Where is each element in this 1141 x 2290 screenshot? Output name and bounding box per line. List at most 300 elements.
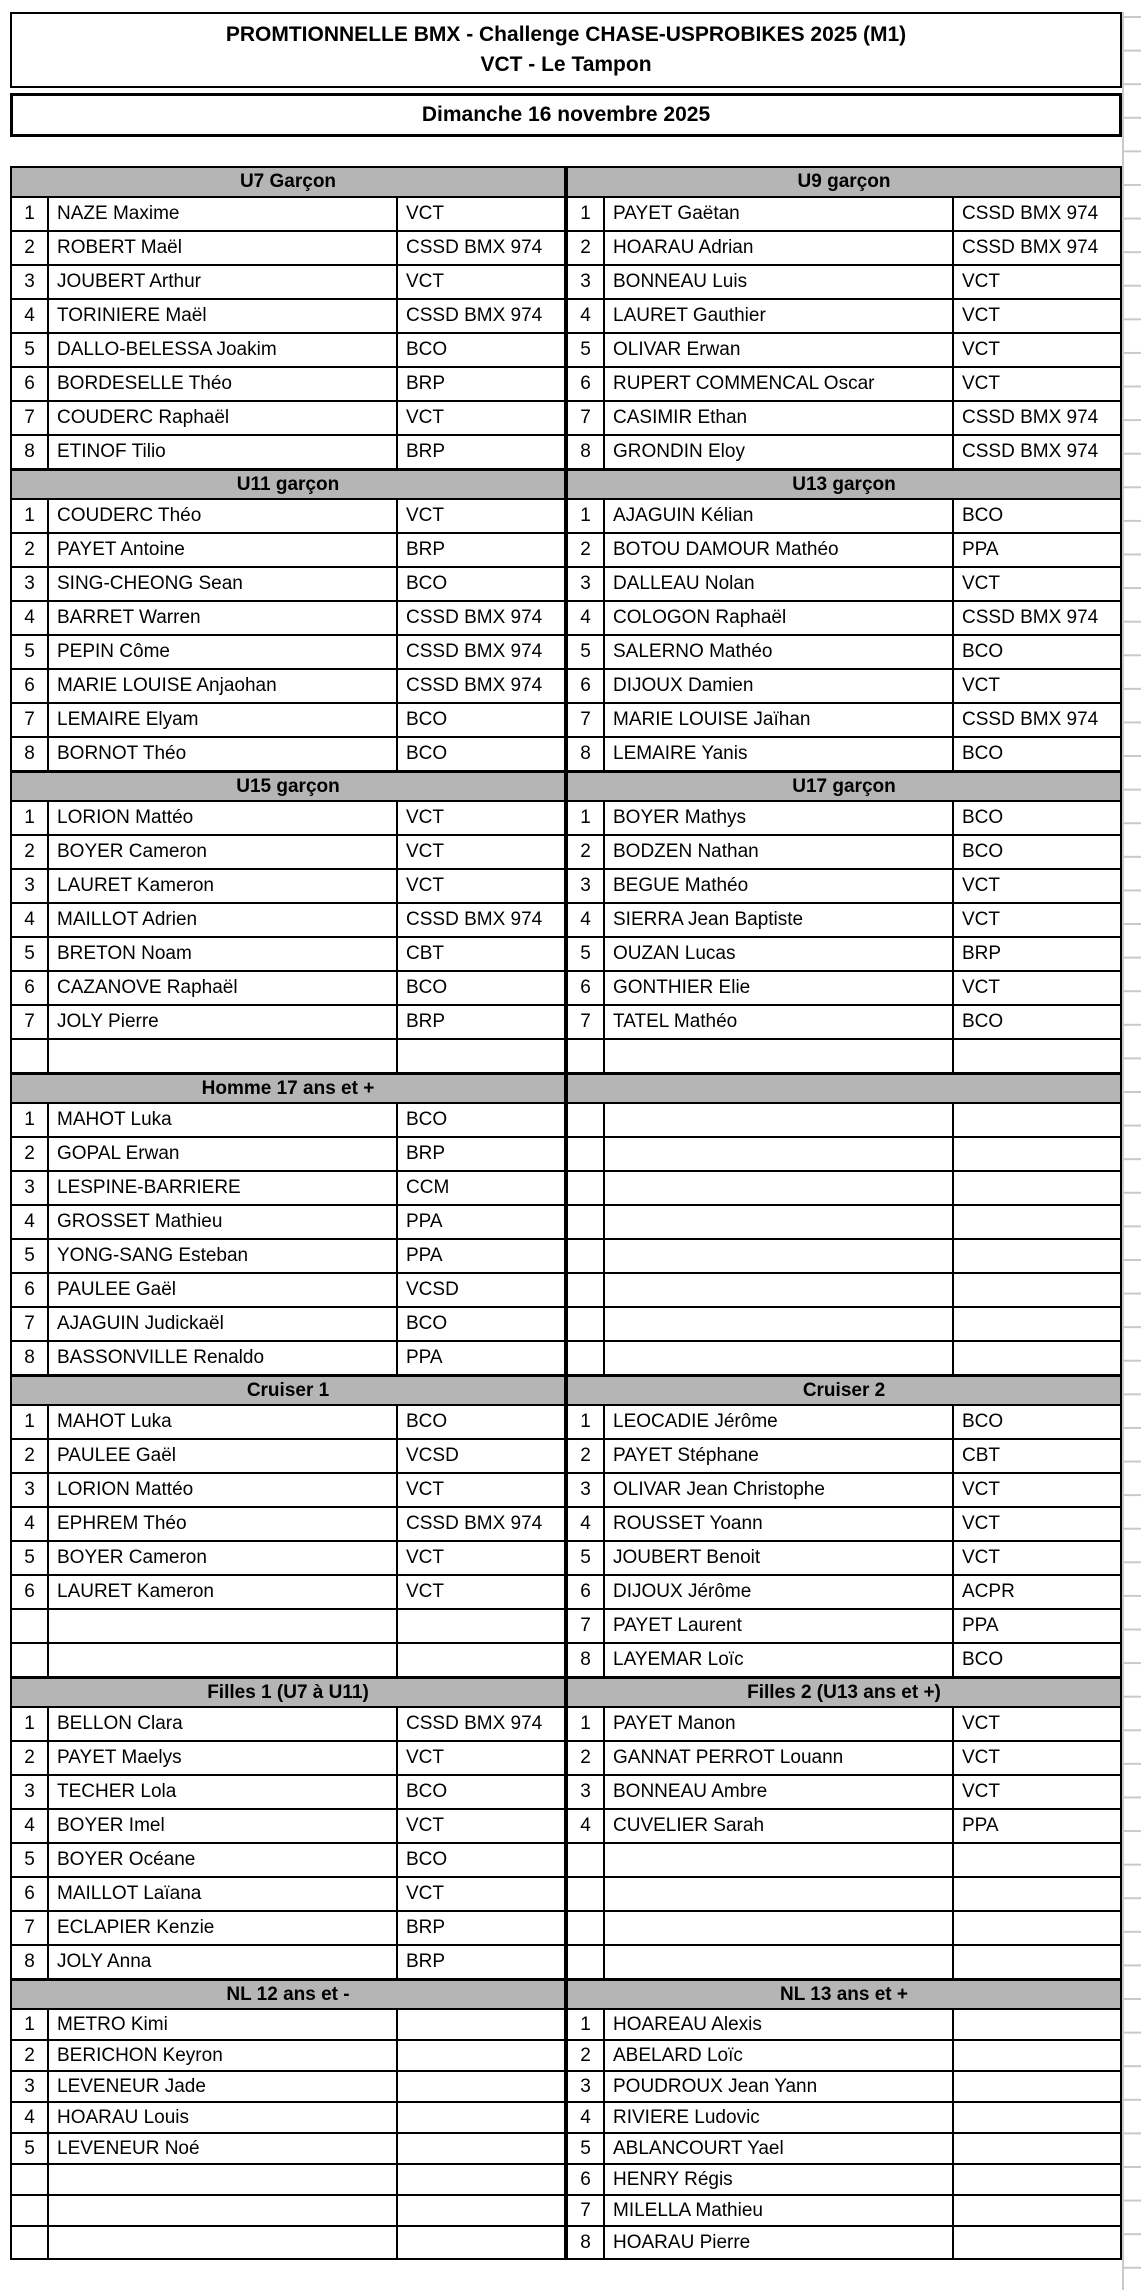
rank-cell: 6 [12, 1576, 49, 1608]
club-cell: VCT [962, 1479, 1000, 1500]
name-cell: PAYET Laurent [605, 1610, 954, 1642]
rank-cell: 2 [568, 1440, 605, 1472]
name-cell: PAYET Antoine [49, 534, 398, 566]
club-cell [398, 2072, 564, 2101]
name-cell: BOTOU DAMOUR Mathéo [605, 534, 954, 566]
club-cell [954, 1138, 1120, 1170]
rank-cell [568, 1946, 605, 1978]
rank-cell: 3 [12, 1172, 49, 1204]
club-cell: BCO [406, 573, 448, 594]
left-column [10, 166, 566, 2260]
table-row [568, 1708, 1120, 1742]
club-cell [954, 1878, 1120, 1910]
rank-cell [568, 1104, 605, 1136]
name-cell: CASIMIR Ethan [605, 402, 954, 434]
rank-cell: 1 [12, 1104, 49, 1136]
category-section [12, 168, 564, 470]
club-cell: VCT [406, 1547, 444, 1568]
table-row [568, 300, 1120, 334]
category-section [568, 1074, 1120, 1376]
name-cell: RIVIERE Ludovic [605, 2103, 954, 2132]
table-row [12, 1810, 564, 1844]
club-cell [398, 2165, 564, 2194]
name-cell: LAYEMAR Loïc [605, 1644, 954, 1676]
rank-cell: 4 [568, 2103, 605, 2132]
table-row [568, 938, 1120, 972]
name-cell: BOYER Mathys [605, 802, 954, 834]
club-cell [398, 2196, 564, 2225]
club-cell: BCO [406, 743, 448, 764]
name-cell: PAULEE Gaël [49, 1440, 398, 1472]
club-cell: CSSD BMX 974 [406, 305, 543, 326]
name-cell: JOUBERT Arthur [49, 266, 398, 298]
table-row [568, 436, 1120, 470]
table-row [568, 1946, 1120, 1980]
rank-cell: 4 [568, 1508, 605, 1540]
category-section [12, 1376, 564, 1678]
name-cell: BOYER Cameron [49, 836, 398, 868]
table-row [12, 232, 564, 266]
club-cell: BRP [962, 943, 1002, 964]
table-row [568, 1742, 1120, 1776]
club-cell [954, 1912, 1120, 1944]
section-header: U17 garçon [568, 772, 1120, 802]
name-cell: GOPAL Erwan [49, 1138, 398, 1170]
club-cell: VCT [962, 573, 1000, 594]
rank-cell [568, 1878, 605, 1910]
table-row [568, 904, 1120, 938]
club-cell: CSSD BMX 974 [406, 909, 543, 930]
name-cell: BASSONVILLE Renaldo [49, 1342, 398, 1374]
table-row [568, 1576, 1120, 1610]
club-cell: CSSD BMX 974 [406, 641, 543, 662]
rank-cell: 6 [568, 972, 605, 1004]
table-row [12, 2196, 564, 2227]
rank-cell: 2 [12, 2041, 49, 2070]
club-cell: VCT [406, 1581, 444, 1602]
table-row [12, 2041, 564, 2072]
club-cell: BRP [406, 373, 446, 394]
table-row [568, 1644, 1120, 1678]
table-row [568, 2072, 1120, 2103]
name-cell: SING-CHEONG Sean [49, 568, 398, 600]
club-cell: PPA [962, 539, 999, 560]
rank-cell: 7 [568, 1006, 605, 1038]
rank-cell [12, 1610, 49, 1642]
rank-cell: 5 [12, 1844, 49, 1876]
name-cell: COUDERC Raphaël [49, 402, 398, 434]
name-cell: LEMAIRE Yanis [605, 738, 954, 770]
rank-cell: 2 [12, 232, 49, 264]
name-cell: DALLEAU Nolan [605, 568, 954, 600]
table-row [12, 670, 564, 704]
club-cell [954, 1172, 1120, 1204]
table-row [12, 2072, 564, 2103]
section-header: Homme 17 ans et + [12, 1074, 564, 1104]
name-cell: DIJOUX Jérôme [605, 1576, 954, 1608]
name-cell [605, 1274, 954, 1306]
club-cell [954, 2010, 1120, 2039]
table-row [568, 334, 1120, 368]
table-row [12, 1308, 564, 1342]
event-date: Dimanche 16 novembre 2025 [421, 103, 711, 126]
table-row [12, 704, 564, 738]
club-cell: BRP [406, 1011, 446, 1032]
rank-cell: 7 [12, 402, 49, 434]
title-box [10, 12, 1122, 88]
category-section [568, 1678, 1120, 1980]
name-cell [49, 1610, 398, 1642]
table-row [12, 334, 564, 368]
rank-cell: 7 [568, 1610, 605, 1642]
rank-cell [12, 2165, 49, 2194]
table-row [568, 368, 1120, 402]
rank-cell: 7 [12, 1912, 49, 1944]
rank-cell: 5 [568, 636, 605, 668]
table-row [12, 266, 564, 300]
name-cell: AJAGUIN Kélian [605, 500, 954, 532]
club-cell: VCT [962, 977, 1000, 998]
page-title-line2: VCT - Le Tampon [480, 52, 652, 76]
name-cell [605, 1308, 954, 1340]
rank-cell: 2 [568, 2041, 605, 2070]
name-cell: LAURET Kameron [49, 1576, 398, 1608]
rank-cell: 2 [12, 1440, 49, 1472]
club-cell: BCO [406, 977, 448, 998]
rank-cell: 8 [568, 738, 605, 770]
table-row [568, 1844, 1120, 1878]
rank-cell: 4 [568, 300, 605, 332]
section-header: Filles 1 (U7 à U11) [12, 1678, 564, 1708]
club-cell [954, 1308, 1120, 1340]
club-cell [398, 2041, 564, 2070]
rank-cell [568, 1206, 605, 1238]
club-cell: VCT [406, 807, 444, 828]
table-row [568, 1172, 1120, 1206]
club-cell: BCO [406, 1781, 448, 1802]
rank-cell: 6 [568, 670, 605, 702]
rank-cell: 3 [568, 870, 605, 902]
rank-cell [568, 1308, 605, 1340]
club-cell [954, 1240, 1120, 1272]
name-cell: GROSSET Mathieu [49, 1206, 398, 1238]
table-row [12, 1542, 564, 1576]
rank-cell: 1 [12, 500, 49, 532]
rank-cell: 7 [568, 704, 605, 736]
name-cell: BELLON Clara [49, 1708, 398, 1740]
name-cell: PAYET Gaëtan [605, 198, 954, 230]
name-cell: GANNAT PERROT Louann [605, 1742, 954, 1774]
rank-cell: 8 [12, 1342, 49, 1374]
name-cell [49, 2196, 398, 2225]
rank-cell: 3 [568, 568, 605, 600]
name-cell: HOARAU Adrian [605, 232, 954, 264]
rank-cell: 5 [12, 334, 49, 366]
club-cell: VCT [962, 675, 1000, 696]
club-cell [398, 1644, 564, 1676]
category-section [568, 168, 1120, 470]
rank-cell: 5 [568, 938, 605, 970]
club-cell: VCT [962, 1747, 1000, 1768]
name-cell: JOLY Anna [49, 1946, 398, 1978]
name-cell: PEPIN Côme [49, 636, 398, 668]
name-cell: TECHER Lola [49, 1776, 398, 1808]
rank-cell: 1 [568, 802, 605, 834]
rank-cell: 3 [568, 1474, 605, 1506]
name-cell [605, 1138, 954, 1170]
rank-cell: 3 [12, 568, 49, 600]
club-cell: BRP [406, 1951, 446, 1972]
table-row [12, 1576, 564, 1610]
name-cell: METRO Kimi [49, 2010, 398, 2039]
rank-cell: 5 [12, 2134, 49, 2163]
rank-cell: 8 [12, 1946, 49, 1978]
table-row [568, 704, 1120, 738]
name-cell: BEGUE Mathéo [605, 870, 954, 902]
name-cell: LEMAIRE Elyam [49, 704, 398, 736]
club-cell: CSSD BMX 974 [962, 237, 1099, 258]
rank-cell: 5 [12, 938, 49, 970]
rank-cell [568, 1844, 605, 1876]
club-cell: CCM [406, 1177, 450, 1198]
club-cell: VCT [962, 339, 1000, 360]
rank-cell: 1 [12, 2010, 49, 2039]
rank-cell: 2 [12, 836, 49, 868]
club-cell: VCT [962, 909, 1000, 930]
rank-cell: 2 [568, 534, 605, 566]
rank-cell [568, 1274, 605, 1306]
rank-cell: 4 [12, 904, 49, 936]
category-section [12, 1980, 564, 2258]
name-cell: LEVENEUR Jade [49, 2072, 398, 2101]
table-row [568, 1342, 1120, 1376]
rank-cell: 6 [12, 972, 49, 1004]
name-cell: BERICHON Keyron [49, 2041, 398, 2070]
category-section [12, 1074, 564, 1376]
club-cell: VCT [962, 271, 1000, 292]
club-cell: BCO [962, 807, 1004, 828]
table-row [12, 1946, 564, 1980]
rank-cell: 8 [568, 436, 605, 468]
club-cell [954, 1844, 1120, 1876]
name-cell: LEOCADIE Jérôme [605, 1406, 954, 1438]
club-cell [954, 2196, 1120, 2225]
club-cell: BRP [406, 1917, 446, 1938]
table-row [12, 738, 564, 772]
table-row [568, 2196, 1120, 2227]
rank-cell: 1 [12, 198, 49, 230]
name-cell: BODZEN Nathan [605, 836, 954, 868]
club-cell: BRP [406, 539, 446, 560]
name-cell: BOYER Imel [49, 1810, 398, 1842]
results-table [10, 166, 1122, 2260]
rank-cell: 3 [12, 266, 49, 298]
name-cell: PAYET Stéphane [605, 1440, 954, 1472]
rank-cell: 5 [12, 636, 49, 668]
name-cell: MAILLOT Adrien [49, 904, 398, 936]
table-row [12, 904, 564, 938]
name-cell: LORION Mattéo [49, 802, 398, 834]
club-cell [954, 2072, 1120, 2101]
club-cell: VCT [406, 203, 444, 224]
section-header: NL 12 ans et - [12, 1980, 564, 2010]
table-row [12, 1274, 564, 1308]
club-cell: BCO [406, 1411, 448, 1432]
table-row [568, 1274, 1120, 1308]
table-row [12, 300, 564, 334]
table-row [568, 870, 1120, 904]
table-row [12, 1006, 564, 1040]
rank-cell: 7 [568, 2196, 605, 2225]
name-cell: TATEL Mathéo [605, 1006, 954, 1038]
club-cell: BCO [962, 841, 1004, 862]
club-cell: CSSD BMX 974 [406, 675, 543, 696]
table-row [568, 2041, 1120, 2072]
name-cell: CUVELIER Sarah [605, 1810, 954, 1842]
club-cell: VCT [962, 875, 1000, 896]
club-cell: VCSD [406, 1445, 459, 1466]
table-row [568, 500, 1120, 534]
table-row [568, 1508, 1120, 1542]
table-row [12, 1742, 564, 1776]
name-cell: HOAREAU Alexis [605, 2010, 954, 2039]
table-row [12, 2010, 564, 2041]
name-cell: DIJOUX Damien [605, 670, 954, 702]
club-cell: BCO [406, 1849, 448, 1870]
name-cell: SIERRA Jean Baptiste [605, 904, 954, 936]
club-cell: BCO [406, 339, 448, 360]
club-cell: PPA [962, 1615, 999, 1636]
name-cell: NAZE Maxime [49, 198, 398, 230]
name-cell: BARRET Warren [49, 602, 398, 634]
name-cell: OLIVAR Erwan [605, 334, 954, 366]
table-row [568, 2227, 1120, 2258]
club-cell: CSSD BMX 974 [962, 441, 1099, 462]
table-row [568, 1542, 1120, 1576]
club-cell: VCT [406, 841, 444, 862]
table-row [12, 802, 564, 836]
club-cell: VCT [962, 305, 1000, 326]
club-cell: BRP [406, 441, 446, 462]
name-cell [605, 1172, 954, 1204]
name-cell: CAZANOVE Raphaël [49, 972, 398, 1004]
rank-cell: 6 [568, 1576, 605, 1608]
club-cell: VCT [962, 1513, 1000, 1534]
table-row [12, 1240, 564, 1274]
name-cell: ETINOF Tilio [49, 436, 398, 468]
name-cell: BOYER Océane [49, 1844, 398, 1876]
club-cell: CSSD BMX 974 [406, 1513, 543, 1534]
club-cell: BRP [406, 1143, 446, 1164]
table-row [568, 1040, 1120, 1074]
table-row [568, 972, 1120, 1006]
table-row [12, 1474, 564, 1508]
section-header: U15 garçon [12, 772, 564, 802]
rank-cell: 1 [12, 802, 49, 834]
name-cell: HOARAU Louis [49, 2103, 398, 2132]
club-cell: VCT [962, 1547, 1000, 1568]
name-cell: ECLAPIER Kenzie [49, 1912, 398, 1944]
rank-cell: 1 [568, 2010, 605, 2039]
category-section [568, 470, 1120, 772]
name-cell: MARIE LOUISE Jaïhan [605, 704, 954, 736]
club-cell: BCO [406, 709, 448, 730]
rank-cell: 6 [12, 1274, 49, 1306]
club-cell: BCO [962, 1411, 1004, 1432]
name-cell: BRETON Noam [49, 938, 398, 970]
rank-cell: 5 [568, 334, 605, 366]
club-cell: CBT [962, 1445, 1000, 1466]
rank-cell: 3 [12, 2072, 49, 2101]
table-row [568, 1878, 1120, 1912]
rank-cell: 3 [568, 2072, 605, 2101]
club-cell: CSSD BMX 974 [406, 237, 543, 258]
club-cell [954, 1104, 1120, 1136]
name-cell: YONG-SANG Esteban [49, 1240, 398, 1272]
name-cell: GRONDIN Eloy [605, 436, 954, 468]
rank-cell [568, 1172, 605, 1204]
club-cell: VCT [962, 373, 1000, 394]
name-cell [605, 1844, 954, 1876]
name-cell: AJAGUIN Judickaël [49, 1308, 398, 1340]
club-cell: VCT [962, 1713, 1000, 1734]
rank-cell: 5 [12, 1240, 49, 1272]
rank-cell [568, 1138, 605, 1170]
rank-cell: 7 [568, 402, 605, 434]
table-row [568, 802, 1120, 836]
table-row [568, 1610, 1120, 1644]
section-header: U7 Garçon [12, 168, 564, 198]
table-row [12, 1440, 564, 1474]
name-cell: BONNEAU Ambre [605, 1776, 954, 1808]
page [0, 12, 1141, 2290]
table-row [12, 500, 564, 534]
club-cell: VCT [406, 875, 444, 896]
rank-cell: 1 [12, 1406, 49, 1438]
name-cell: EPHREM Théo [49, 1508, 398, 1540]
club-cell: VCSD [406, 1279, 459, 1300]
rank-cell [568, 1342, 605, 1374]
club-cell: CSSD BMX 974 [406, 1713, 543, 1734]
table-row [568, 1104, 1120, 1138]
club-cell: BCO [962, 1011, 1004, 1032]
table-row [568, 1406, 1120, 1440]
name-cell: DALLO-BELESSA Joakim [49, 334, 398, 366]
rank-cell: 2 [568, 836, 605, 868]
table-row [568, 534, 1120, 568]
club-cell: VCT [406, 407, 444, 428]
club-cell [954, 2165, 1120, 2194]
right-column [566, 166, 1122, 2260]
table-row [12, 2134, 564, 2165]
category-section [12, 1678, 564, 1980]
table-row [12, 1644, 564, 1678]
name-cell: GONTHIER Elie [605, 972, 954, 1004]
club-cell: BCO [406, 1313, 448, 1334]
club-cell: CSSD BMX 974 [962, 407, 1099, 428]
name-cell: MILELLA Mathieu [605, 2196, 954, 2225]
page-title-line1: PROMTIONNELLE BMX - Challenge CHASE-USPROBIKES 2025 (M1) [225, 23, 907, 47]
name-cell [605, 1342, 954, 1374]
table-row [12, 2165, 564, 2196]
name-cell: PAYET Maelys [49, 1742, 398, 1774]
name-cell: HOARAU Pierre [605, 2227, 954, 2258]
club-cell: ACPR [962, 1581, 1015, 1602]
table-row [568, 1206, 1120, 1240]
rank-cell: 2 [12, 534, 49, 566]
name-cell [605, 1878, 954, 1910]
name-cell: BORDESELLE Théo [49, 368, 398, 400]
